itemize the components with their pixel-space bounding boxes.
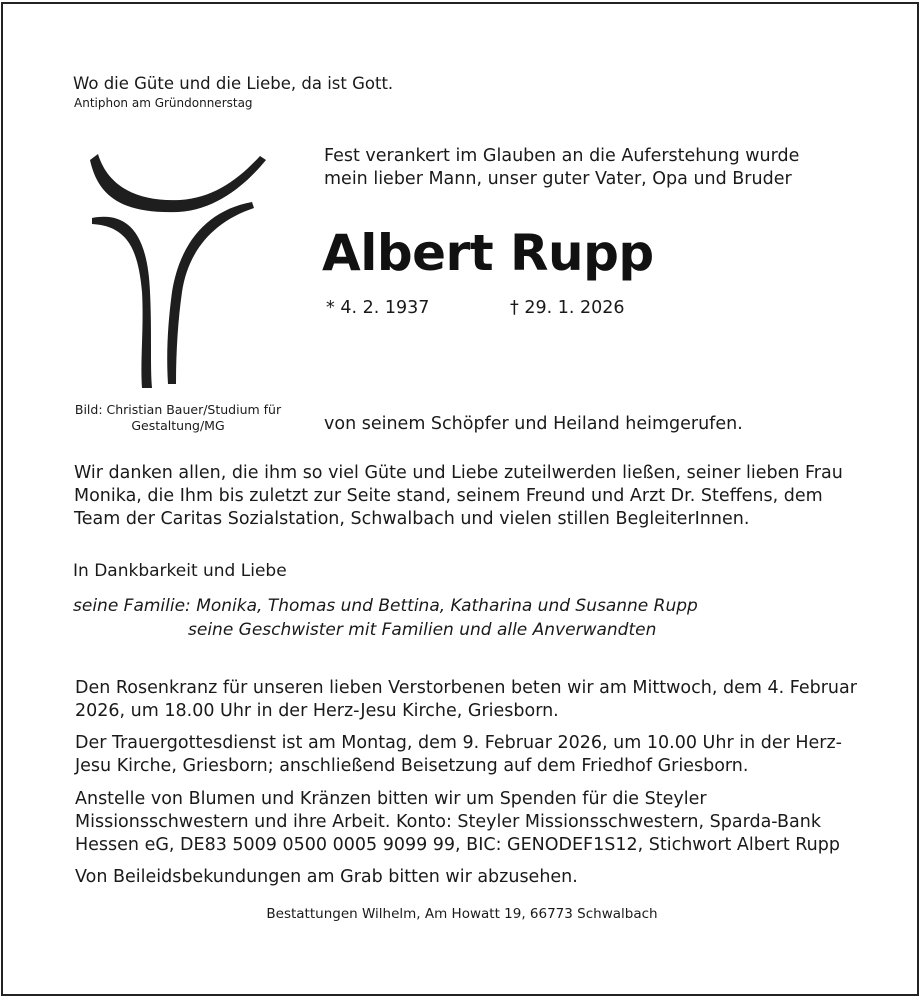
donation-notice: Anstelle von Blumen und Kränzen bitten wir um Spenden für die Steyler Missionsschwestern und ihre Arbeit. Konto: Steyler Missionsschwestern, Sparda-Bank Hessen eG, DE83 5009 0500 0005 9099 99, BIC: GENODEF1S12, Stichwort Albert Rupp (75, 789, 840, 855)
motto-source: Antiphon am Gründonnerstag (74, 96, 253, 110)
birth-date: * 4. 2. 1937 (326, 298, 430, 318)
gratitude-line: In Dankbarkeit und Liebe (73, 561, 287, 581)
undertaker-address: Bestattungen Wilhelm, Am Howatt 19, 66773 Schwalbach (266, 906, 658, 922)
motto-quote: Wo die Güte und die Liebe, da ist Gott. (73, 74, 394, 93)
thanks-paragraph: Wir danken allen, die ihm so viel Güte und Liebe zuteilwerden ließen, seiner lieben Frau Monika, die Ihm bis zuletzt zur Seite stand, seinem Freund und Arzt Dr. Steffens, dem Team der Caritas Sozialstation, Schwalbach und vielen stillen BegleiterInnen. (74, 463, 843, 529)
image-credit: Bild: Christian Bauer/Studium für Gestaltung/MG (74, 402, 282, 433)
called-home-text: von seinem Schöpfer und Heiland heimgerufen. (324, 414, 743, 434)
service-notice: Der Trauergottesdienst ist am Montag, dem 9. Februar 2026, um 10.00 Uhr in der Herz-Jesu Kirche, Griesborn; anschließend Beisetzung auf dem Friedhof Griesborn. (75, 733, 842, 776)
abstract-cross-icon (88, 152, 274, 392)
intro-line-2: mein lieber Mann, unser guter Vater, Opa und Bruder (324, 169, 792, 189)
family-line: seine Familie: Monika, Thomas und Bettina, Katharina und Susanne Rupp (73, 596, 698, 616)
deceased-name: Albert Rupp (322, 224, 654, 282)
siblings-line: seine Geschwister mit Familien und alle Anverwandten (188, 620, 657, 640)
intro-line-1: Fest verankert im Glauben an die Auferstehung wurde (324, 146, 800, 166)
intro-text (324, 145, 799, 191)
condolences-notice: Von Beileidsbekundungen am Grab bitten wir abzusehen. (75, 867, 578, 887)
death-date: † 29. 1. 2026 (510, 298, 625, 318)
rosary-notice: Den Rosenkranz für unseren lieben Verstorbenen beten wir am Mittwoch, dem 4. Februar 2026, um 18.00 Uhr in der Herz-Jesu Kirche, Griesborn. (75, 678, 857, 721)
